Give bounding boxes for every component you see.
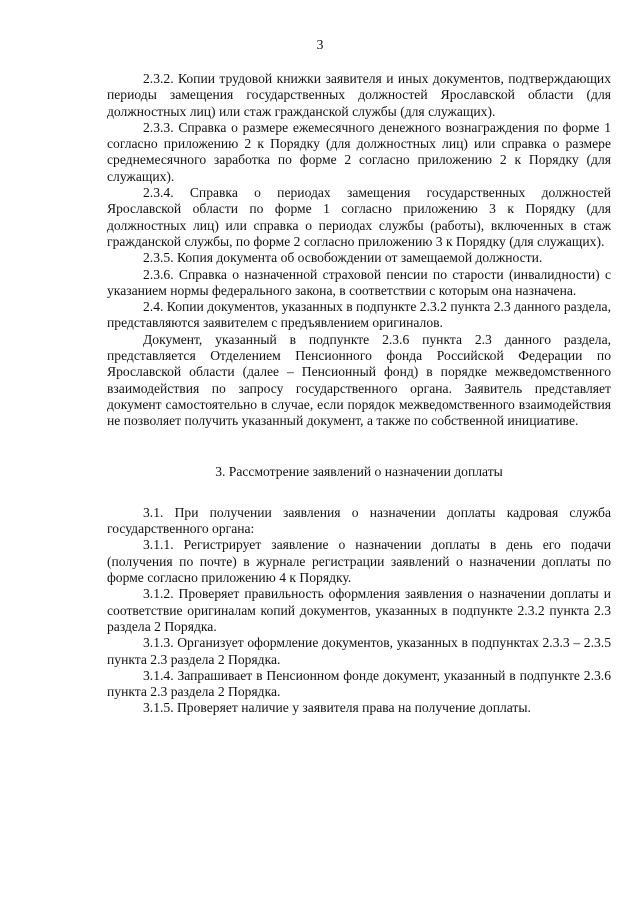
paragraph-2-3-2: 2.3.2. Копии трудовой книжки заявителя и иных документов, подтверждающих периоды замещения государственных должностей Ярославской области (для должностных лиц) или стаж гражданской службы (для служащих). xyxy=(107,71,611,119)
paragraph-2-3-6: 2.3.6. Справка о назначенной страховой пенсии по старости (инвалидности) с указанием нормы федерального закона, в соответствии с которым она назначена. xyxy=(107,266,611,298)
paragraph-3-1-1: 3.1.1. Регистрирует заявление о назначении доплаты в день его подачи (получения по почте) в журнале регистрации заявлений о назначении доплаты по форме согласно приложению 4 к Порядку. xyxy=(107,537,611,586)
paragraph-2-3-5: 2.3.5. Копия документа об освобождении от замещаемой должности. xyxy=(143,250,543,266)
paragraph-3-1-4: 3.1.4. Запрашивает в Пенсионном фонде документ, указанный в подпункте 2.3.6 пункта 2.3 раздела 2 Порядка. xyxy=(107,667,611,700)
page-number: 3 xyxy=(316,38,324,53)
paragraph-2-4: 2.4. Копии документов, указанных в подпункте 2.3.2 пункта 2.3 данного раздела, представляются заявителем с предъявлением оригиналов. xyxy=(107,299,611,331)
document-body xyxy=(107,71,611,717)
paragraph-3-1: 3.1. При получении заявления о назначении доплаты кадровая служба государственного органа: xyxy=(107,504,611,537)
paragraph-2-3-3: 2.3.3. Справка о размере ежемесячного денежного вознаграждения по форме 1 согласно приложению 2 к Порядку (для должностных лиц) или справка о размере среднемесячного заработка по форме 2 согласно приложению 2 к Порядку (для служащих). xyxy=(107,119,611,184)
paragraph-3-1-5: 3.1.5. Проверяет наличие у заявителя права на получение доплаты. xyxy=(143,700,531,716)
paragraph-3-1-2: 3.1.2. Проверяет правильность оформления заявления о назначении доплаты и соответствие оригиналам копий документов, указанных в подпункте 2.3.2 пункта 2.3 раздела 2 Порядка. xyxy=(107,586,611,634)
paragraph-2-3-4: 2.3.4. Справка о периодах замещения государственных должностей Ярославской области по форме 1 согласно приложению 3 к Порядку (для должностных лиц) или справка о периодах службы (работы), включенных в стаж гражданской службы, по форме 2 согласно приложению 3 к Порядку (для служащих). xyxy=(107,185,611,249)
section-heading: 3. Рассмотрение заявлений о назначении доплаты xyxy=(215,463,503,479)
paragraph-document-note: Документ, указанный в подпункте 2.3.6 пункта 2.3 данного раздела, представляется Отделением Пенсионного фонда Российской Федерации по Ярославской области (далее – Пенсионный фонд) в порядке межведомственного взаимодействия по запросу государственного органа. Заявитель представляет документ самостоятельно в случае, если порядок межведомственного взаимодействия не позволяет получить указанный документ, а также по собственной инициативе. xyxy=(107,331,611,429)
paragraph-3-1-3: 3.1.3. Организует оформление документов, указанных в подпунктах 2.3.3 – 2.3.5 пункта 2.3 раздела 2 Порядка. xyxy=(107,635,611,667)
